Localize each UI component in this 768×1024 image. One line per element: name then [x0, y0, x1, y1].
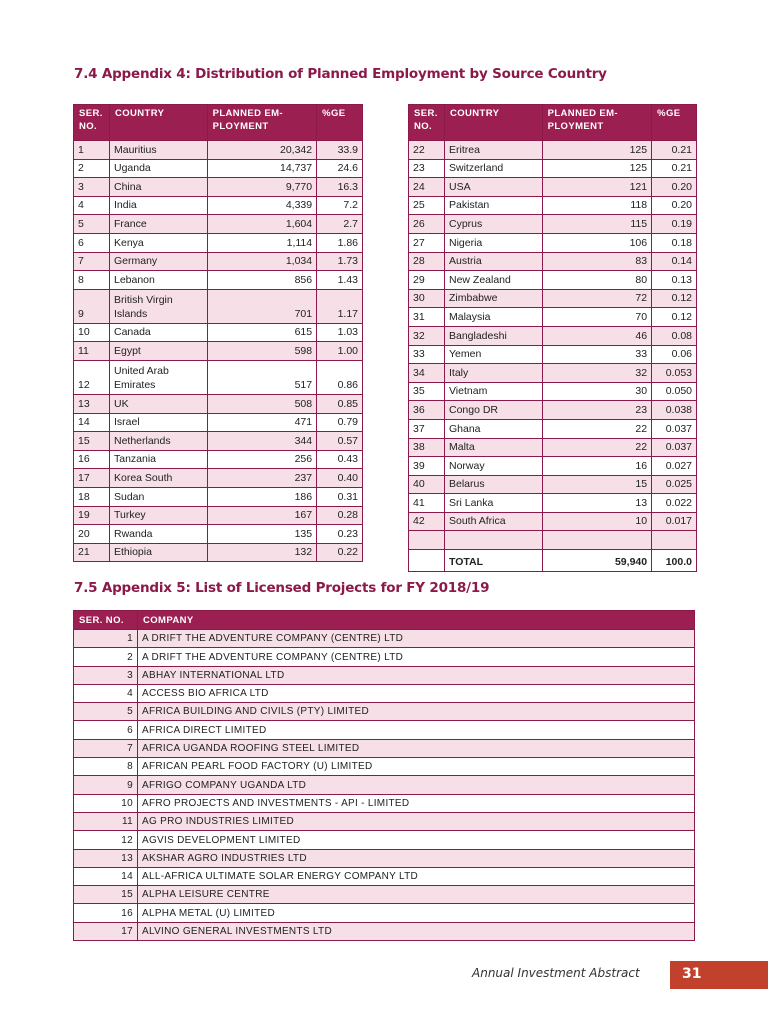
ser-no-cell: 18 [74, 487, 110, 506]
ser-no-cell: 13 [74, 394, 110, 413]
ser-no-cell: 3 [74, 178, 110, 197]
percentage-cell: 0.28 [317, 506, 363, 525]
employment-table-left [73, 104, 363, 562]
country-cell: Turkey [109, 506, 207, 525]
table-row [74, 289, 363, 323]
table-row [74, 849, 695, 867]
table-row [74, 739, 695, 757]
licensed-projects-table [73, 610, 695, 941]
table-row [409, 494, 697, 513]
table-row [74, 141, 363, 160]
planned-employment-cell: 4,339 [207, 196, 317, 215]
total-row [409, 550, 697, 572]
planned-employment-cell: 701 [207, 289, 317, 323]
percentage-cell: 0.79 [317, 413, 363, 432]
table-header-row [74, 611, 695, 630]
table-row [74, 178, 363, 197]
ser-no-cell: 13 [74, 849, 138, 867]
planned-employment-cell: 1,604 [207, 215, 317, 234]
planned-employment-cell: 22 [542, 419, 651, 438]
country-cell: Uganda [109, 159, 207, 178]
country-cell: Eritrea [444, 141, 542, 160]
percentage-cell: 0.050 [652, 382, 697, 401]
ser-no-cell: 8 [74, 271, 110, 290]
planned-employment-cell: 23 [542, 401, 651, 420]
ser-no-cell: 12 [74, 360, 110, 394]
footer-publication-label: Annual Investment Abstract [472, 966, 640, 980]
company-cell: A DRIFT THE ADVENTURE COMPANY (CENTRE) LTD [138, 648, 695, 666]
total-percentage: 100.0 [652, 550, 697, 572]
planned-employment-cell: 471 [207, 413, 317, 432]
percentage-cell: 1.03 [317, 323, 363, 342]
company-cell: ABHAY INTERNATIONAL LTD [138, 666, 695, 684]
ser-no-header: SER. NO. [74, 611, 138, 630]
percentage-cell: 0.21 [652, 141, 697, 160]
table-row [409, 233, 697, 252]
ser-no-cell: 16 [74, 450, 110, 469]
company-cell: AG PRO INDUSTRIES LIMITED [138, 812, 695, 830]
ser-no-cell: 21 [74, 543, 110, 562]
percentage-cell: 0.038 [652, 401, 697, 420]
percentage-cell: 0.21 [652, 159, 697, 178]
planned-employment-cell: 70 [542, 308, 651, 327]
ser-no-cell: 10 [74, 323, 110, 342]
table-row [409, 512, 697, 531]
table-row [409, 475, 697, 494]
percentage-cell: 0.19 [652, 215, 697, 234]
table-row [74, 904, 695, 922]
country-cell: Cyprus [444, 215, 542, 234]
ser-no-cell: 37 [409, 419, 445, 438]
table-row [409, 159, 697, 178]
table-row [409, 401, 697, 420]
percentage-cell: 1.86 [317, 233, 363, 252]
ser-no-cell: 17 [74, 922, 138, 940]
percentage-cell: 0.027 [652, 457, 697, 476]
table-row [409, 141, 697, 160]
percentage-cell: 0.12 [652, 308, 697, 327]
ser-no-cell: 1 [74, 630, 138, 648]
table-row [409, 308, 697, 327]
planned-employment-cell: 125 [542, 159, 651, 178]
planned-employment-cell: 83 [542, 252, 651, 271]
country-cell: Yemen [444, 345, 542, 364]
ser-no-cell: 14 [74, 413, 110, 432]
table-row [74, 666, 695, 684]
country-cell: Malta [444, 438, 542, 457]
ser-no-cell: 16 [74, 904, 138, 922]
table-row [74, 721, 695, 739]
company-cell: AFRO PROJECTS AND INVESTMENTS - API - LIMITED [138, 794, 695, 812]
planned-employment-cell: 1,114 [207, 233, 317, 252]
percentage-cell: 2.7 [317, 215, 363, 234]
country-cell: Vietnam [444, 382, 542, 401]
ser-no-cell: 17 [74, 469, 110, 488]
country-cell: Korea South [109, 469, 207, 488]
percentage-cell: 1.00 [317, 342, 363, 361]
table-row [74, 758, 695, 776]
percentage-cell: 0.18 [652, 233, 697, 252]
ser-no-cell: 29 [409, 271, 445, 290]
ser-no-cell: 2 [74, 159, 110, 178]
country-cell: Italy [444, 364, 542, 383]
table-row [409, 457, 697, 476]
table-row [74, 432, 363, 451]
country-cell: Israel [109, 413, 207, 432]
country-cell: New Zealand [444, 271, 542, 290]
table-row [74, 196, 363, 215]
company-header: COMPANY [138, 611, 695, 630]
planned-employment-cell: 32 [542, 364, 651, 383]
company-cell: ALPHA METAL (U) LIMITED [138, 904, 695, 922]
ser-no-cell: 25 [409, 196, 445, 215]
table-row [74, 648, 695, 666]
percentage-cell: 0.025 [652, 475, 697, 494]
percentage-cell: 0.86 [317, 360, 363, 394]
ser-no-cell: 7 [74, 739, 138, 757]
planned-employment-cell: 15 [542, 475, 651, 494]
country-cell: United Arab Emirates [109, 360, 207, 394]
employment-table-right [408, 104, 697, 572]
total-label: TOTAL [444, 550, 542, 572]
company-cell: ALL-AFRICA ULTIMATE SOLAR ENERGY COMPANY LTD [138, 867, 695, 885]
company-cell: AFRICA BUILDING AND CIVILS (PTY) LIMITED [138, 703, 695, 721]
percentage-cell: 0.31 [317, 487, 363, 506]
company-cell: AKSHAR AGRO INDUSTRIES LTD [138, 849, 695, 867]
table-row [74, 323, 363, 342]
table-row [74, 360, 363, 394]
country-cell: Ghana [444, 419, 542, 438]
country-cell: Malaysia [444, 308, 542, 327]
country-cell: Egypt [109, 342, 207, 361]
country-cell: Switzerland [444, 159, 542, 178]
table-row [409, 196, 697, 215]
percentage-cell: 0.14 [652, 252, 697, 271]
country-cell: China [109, 178, 207, 197]
ser-no-cell: 8 [74, 758, 138, 776]
ser-no-cell: 3 [74, 666, 138, 684]
planned-employment-cell: 598 [207, 342, 317, 361]
table-row [74, 487, 363, 506]
country-cell: Bangladeshi [444, 326, 542, 345]
country-cell: Kenya [109, 233, 207, 252]
percentage-cell: 7.2 [317, 196, 363, 215]
ser-no-cell: 27 [409, 233, 445, 252]
table-row [74, 867, 695, 885]
ser-no-cell: 38 [409, 438, 445, 457]
planned-employment-cell: 20,342 [207, 141, 317, 160]
ser-no-cell: 32 [409, 326, 445, 345]
ser-no-cell: 6 [74, 233, 110, 252]
appendix-5-title: 7.5 Appendix 5: List of Licensed Projects for FY 2018/19 [74, 580, 490, 596]
country-cell: Norway [444, 457, 542, 476]
company-cell: AFRIGO COMPANY UGANDA LTD [138, 776, 695, 794]
table-row [74, 703, 695, 721]
table-row [409, 382, 697, 401]
ser-no-cell: 40 [409, 475, 445, 494]
company-cell: AFRICA UGANDA ROOFING STEEL LIMITED [138, 739, 695, 757]
table-row [409, 364, 697, 383]
country-cell: UK [109, 394, 207, 413]
planned-employment-cell: 16 [542, 457, 651, 476]
planned-employment-cell: 856 [207, 271, 317, 290]
percentage-cell: 0.43 [317, 450, 363, 469]
country-cell: Ethiopia [109, 543, 207, 562]
ser-no-cell: 22 [409, 141, 445, 160]
table-row [74, 684, 695, 702]
country-cell: Mauritius [109, 141, 207, 160]
country-header: COUNTRY [444, 105, 542, 141]
ser-no-cell: 34 [409, 364, 445, 383]
ser-no-cell: 19 [74, 506, 110, 525]
table-row [74, 215, 363, 234]
table-row [74, 159, 363, 178]
planned-employment-cell: 186 [207, 487, 317, 506]
percentage-cell: 0.20 [652, 178, 697, 197]
planned-employment-cell: 125 [542, 141, 651, 160]
ser-no-cell: 42 [409, 512, 445, 531]
table-row [74, 525, 363, 544]
planned-employment-cell: 167 [207, 506, 317, 525]
percentage-cell: 0.85 [317, 394, 363, 413]
planned-employment-cell: 508 [207, 394, 317, 413]
table-row [409, 345, 697, 364]
ser-no-cell: 5 [74, 703, 138, 721]
planned-employment-cell: 344 [207, 432, 317, 451]
percentage-cell: 1.43 [317, 271, 363, 290]
ser-no-cell: 1 [74, 141, 110, 160]
percentage-cell: 0.08 [652, 326, 697, 345]
country-cell: France [109, 215, 207, 234]
table-header-row [409, 105, 697, 141]
percentage-header: %GE [652, 105, 697, 141]
percentage-cell: 0.20 [652, 196, 697, 215]
ser-no-cell: 31 [409, 308, 445, 327]
table-row [74, 543, 363, 562]
planned-employment-cell: 615 [207, 323, 317, 342]
company-cell: ACCESS BIO AFRICA LTD [138, 684, 695, 702]
country-cell: Sri Lanka [444, 494, 542, 513]
ser-no-cell: 39 [409, 457, 445, 476]
percentage-cell: 0.06 [652, 345, 697, 364]
ser-no-cell: 15 [74, 886, 138, 904]
ser-no-cell: 26 [409, 215, 445, 234]
ser-no-cell: 33 [409, 345, 445, 364]
table-row [409, 438, 697, 457]
planned-employment-cell: 22 [542, 438, 651, 457]
ser-no-cell: 30 [409, 289, 445, 308]
percentage-cell: 0.053 [652, 364, 697, 383]
planned-employment-cell: 72 [542, 289, 651, 308]
ser-no-cell: 28 [409, 252, 445, 271]
ser-no-cell: 7 [74, 252, 110, 271]
percentage-cell: 0.037 [652, 419, 697, 438]
planned-employment-cell: 14,737 [207, 159, 317, 178]
planned-employment-cell: 118 [542, 196, 651, 215]
table-row [74, 812, 695, 830]
ser-no-header: SER. NO. [409, 105, 445, 141]
planned-employment-cell: 517 [207, 360, 317, 394]
company-cell: ALVINO GENERAL INVESTMENTS LTD [138, 922, 695, 940]
table-row [74, 469, 363, 488]
percentage-cell: 0.22 [317, 543, 363, 562]
percentage-cell: 0.23 [317, 525, 363, 544]
planned-employment-cell: 132 [207, 543, 317, 562]
table-row [409, 419, 697, 438]
planned-employment-cell: 46 [542, 326, 651, 345]
country-cell: Belarus [444, 475, 542, 494]
table-row [409, 271, 697, 290]
percentage-cell: 0.037 [652, 438, 697, 457]
country-cell: Canada [109, 323, 207, 342]
planned-employment-cell: 256 [207, 450, 317, 469]
country-cell: Tanzania [109, 450, 207, 469]
table-row [74, 831, 695, 849]
country-cell: India [109, 196, 207, 215]
ser-no-cell: 9 [74, 776, 138, 794]
ser-no-cell: 6 [74, 721, 138, 739]
table-row [409, 178, 697, 197]
table-row [74, 922, 695, 940]
ser-no-cell: 9 [74, 289, 110, 323]
table-row [409, 326, 697, 345]
company-cell: ALPHA LEISURE CENTRE [138, 886, 695, 904]
table-row [74, 252, 363, 271]
percentage-cell: 0.017 [652, 512, 697, 531]
ser-no-cell: 23 [409, 159, 445, 178]
ser-no-cell: 24 [409, 178, 445, 197]
country-header: COUNTRY [109, 105, 207, 141]
planned-employment-cell: 1,034 [207, 252, 317, 271]
planned-employment-cell: 115 [542, 215, 651, 234]
table-row [74, 630, 695, 648]
planned-employment-cell: 9,770 [207, 178, 317, 197]
ser-no-cell: 11 [74, 342, 110, 361]
percentage-cell: 0.12 [652, 289, 697, 308]
table-row [74, 271, 363, 290]
percentage-cell: 1.73 [317, 252, 363, 271]
page-number: 31 [670, 961, 768, 989]
company-cell: AFRICA DIRECT LIMITED [138, 721, 695, 739]
ser-no-cell: 35 [409, 382, 445, 401]
ser-no-cell: 4 [74, 684, 138, 702]
table-header-row [74, 105, 363, 141]
planned-employment-cell: 106 [542, 233, 651, 252]
ser-no-cell: 12 [74, 831, 138, 849]
country-cell: British Virgin Islands [109, 289, 207, 323]
planned-employment-cell: 13 [542, 494, 651, 513]
table-row [74, 776, 695, 794]
table-row [74, 342, 363, 361]
planned-employment-cell: 135 [207, 525, 317, 544]
planned-employment-cell: 33 [542, 345, 651, 364]
table-row [74, 394, 363, 413]
table-row [74, 450, 363, 469]
country-cell: Rwanda [109, 525, 207, 544]
ser-no-cell: 20 [74, 525, 110, 544]
percentage-cell: 0.40 [317, 469, 363, 488]
table-row [409, 215, 697, 234]
planned-employment-cell: 237 [207, 469, 317, 488]
planned-employment-cell: 30 [542, 382, 651, 401]
blank-row [409, 531, 697, 550]
percentage-cell: 16.3 [317, 178, 363, 197]
ser-no-cell: 11 [74, 812, 138, 830]
ser-no-cell: 2 [74, 648, 138, 666]
percentage-cell: 24.6 [317, 159, 363, 178]
percentage-header: %GE [317, 105, 363, 141]
percentage-cell: 1.17 [317, 289, 363, 323]
ser-no-cell: 41 [409, 494, 445, 513]
table-row [74, 506, 363, 525]
country-cell: Netherlands [109, 432, 207, 451]
planned-employment-header: PLANNED EM-PLOYMENT [207, 105, 317, 141]
ser-no-cell: 15 [74, 432, 110, 451]
table-row [74, 233, 363, 252]
ser-no-cell: 4 [74, 196, 110, 215]
total-planned: 59,940 [542, 550, 651, 572]
appendix-4-title: 7.4 Appendix 4: Distribution of Planned Employment by Source Country [74, 66, 607, 82]
country-cell: Congo DR [444, 401, 542, 420]
table-row [74, 794, 695, 812]
table-row [409, 252, 697, 271]
planned-employment-header: PLANNED EM-PLOYMENT [542, 105, 651, 141]
country-cell: USA [444, 178, 542, 197]
planned-employment-cell: 80 [542, 271, 651, 290]
country-cell: Pakistan [444, 196, 542, 215]
table-row [409, 289, 697, 308]
country-cell: Germany [109, 252, 207, 271]
country-cell: South Africa [444, 512, 542, 531]
company-cell: AFRICAN PEARL FOOD FACTORY (U) LIMITED [138, 758, 695, 776]
table-row [74, 413, 363, 432]
country-cell: Zimbabwe [444, 289, 542, 308]
ser-no-cell: 36 [409, 401, 445, 420]
company-cell: A DRIFT THE ADVENTURE COMPANY (CENTRE) LTD [138, 630, 695, 648]
percentage-cell: 0.022 [652, 494, 697, 513]
country-cell: Lebanon [109, 271, 207, 290]
country-cell: Sudan [109, 487, 207, 506]
company-cell: AGVIS DEVELOPMENT LIMITED [138, 831, 695, 849]
percentage-cell: 33.9 [317, 141, 363, 160]
ser-no-cell: 10 [74, 794, 138, 812]
percentage-cell: 0.57 [317, 432, 363, 451]
country-cell: Nigeria [444, 233, 542, 252]
ser-no-header: SER. NO. [74, 105, 110, 141]
country-cell: Austria [444, 252, 542, 271]
percentage-cell: 0.13 [652, 271, 697, 290]
planned-employment-cell: 121 [542, 178, 651, 197]
planned-employment-cell: 10 [542, 512, 651, 531]
ser-no-cell: 14 [74, 867, 138, 885]
table-row [74, 886, 695, 904]
ser-no-cell: 5 [74, 215, 110, 234]
